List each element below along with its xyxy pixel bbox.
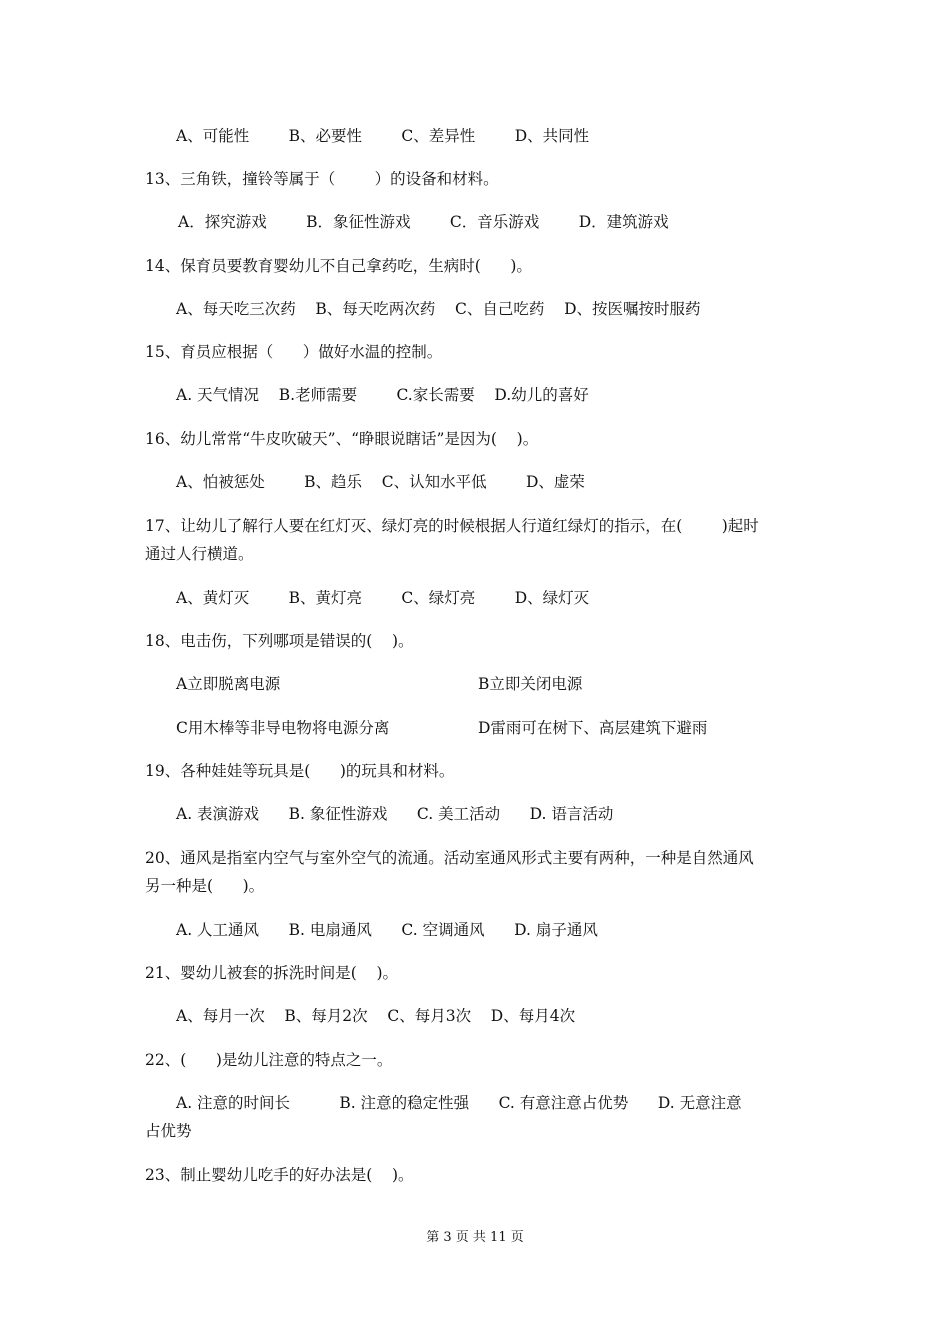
q17-question-line1: 17、让幼儿了解行人要在红灯灭、绿灯亮的时候根据人行道红绿灯的指示，在( )起时	[145, 517, 759, 535]
q22-options-line1: A. 注意的时间长 B. 注意的稳定性强 C. 有意注意占优势 D. 无意注意	[176, 1094, 742, 1112]
q21-question: 21、婴幼儿被套的拆洗时间是( )。	[145, 964, 399, 982]
q20-question-line1: 20、通风是指室内空气与室外空气的流通。活动室通风形式主要有两种，一种是自然通风	[145, 849, 754, 867]
q19-options: A. 表演游戏 B. 象征性游戏 C. 美工活动 D. 语言活动	[176, 805, 614, 823]
q15-options: A. 天气情况 B.老师需要 C.家长需要 D.幼儿的喜好	[176, 386, 589, 404]
q19-question: 19、各种娃娃等玩具是( )的玩具和材料。	[145, 762, 455, 780]
q22-options-line2: 占优势	[145, 1122, 192, 1140]
q20-question-line2: 另一种是( )。	[145, 877, 265, 895]
q23-question: 23、制止婴幼儿吃手的好办法是( )。	[145, 1166, 414, 1184]
q14-question: 14、保育员要教育婴幼儿不自己拿药吃，生病时( )。	[145, 257, 532, 275]
q16-question: 16、幼儿常常“牛皮吹破天”、“睁眼说瞎话”是因为( )。	[145, 430, 539, 448]
q22-question: 22、( )是幼儿注意的特点之一。	[145, 1051, 393, 1069]
q18-option-c: C用木棒等非导电物将电源分离	[176, 719, 390, 737]
q12-options: A、可能性 B、必要性 C、差异性 D、共同性	[176, 127, 590, 145]
q18-option-d: D雷雨可在树下、高层建筑下避雨	[478, 719, 708, 737]
page-footer: 第 3 页 共 11 页	[426, 1230, 524, 1245]
q18-option-a: A立即脱离电源	[176, 675, 281, 693]
q18-question: 18、电击伤，下列哪项是错误的( )。	[145, 632, 414, 650]
q20-options: A. 人工通风 B. 电扇通风 C. 空调通风 D. 扇子通风	[176, 921, 598, 939]
q17-question-line2: 通过人行横道。	[145, 545, 254, 563]
q21-options: A、每月一次 B、每月2次 C、每月3次 D、每月4次	[176, 1007, 576, 1025]
q18-option-b: B立即关闭电源	[478, 675, 583, 693]
q13-options: A．探究游戏 B．象征性游戏 C．音乐游戏 D．建筑游戏	[178, 213, 669, 231]
q16-options: A、怕被惩处 B、趋乐 C、认知水平低 D、虚荣	[176, 473, 585, 491]
q13-question: 13、三角铁，撞铃等属于（ ）的设备和材料。	[145, 170, 499, 188]
q17-options: A、黄灯灭 B、黄灯亮 C、绿灯亮 D、绿灯灭	[176, 589, 590, 607]
q15-question: 15、育员应根据（ ）做好水温的控制。	[145, 343, 443, 361]
q14-options: A、每天吃三次药 B、每天吃两次药 C、自己吃药 D、按医嘱按时服药	[176, 300, 701, 318]
